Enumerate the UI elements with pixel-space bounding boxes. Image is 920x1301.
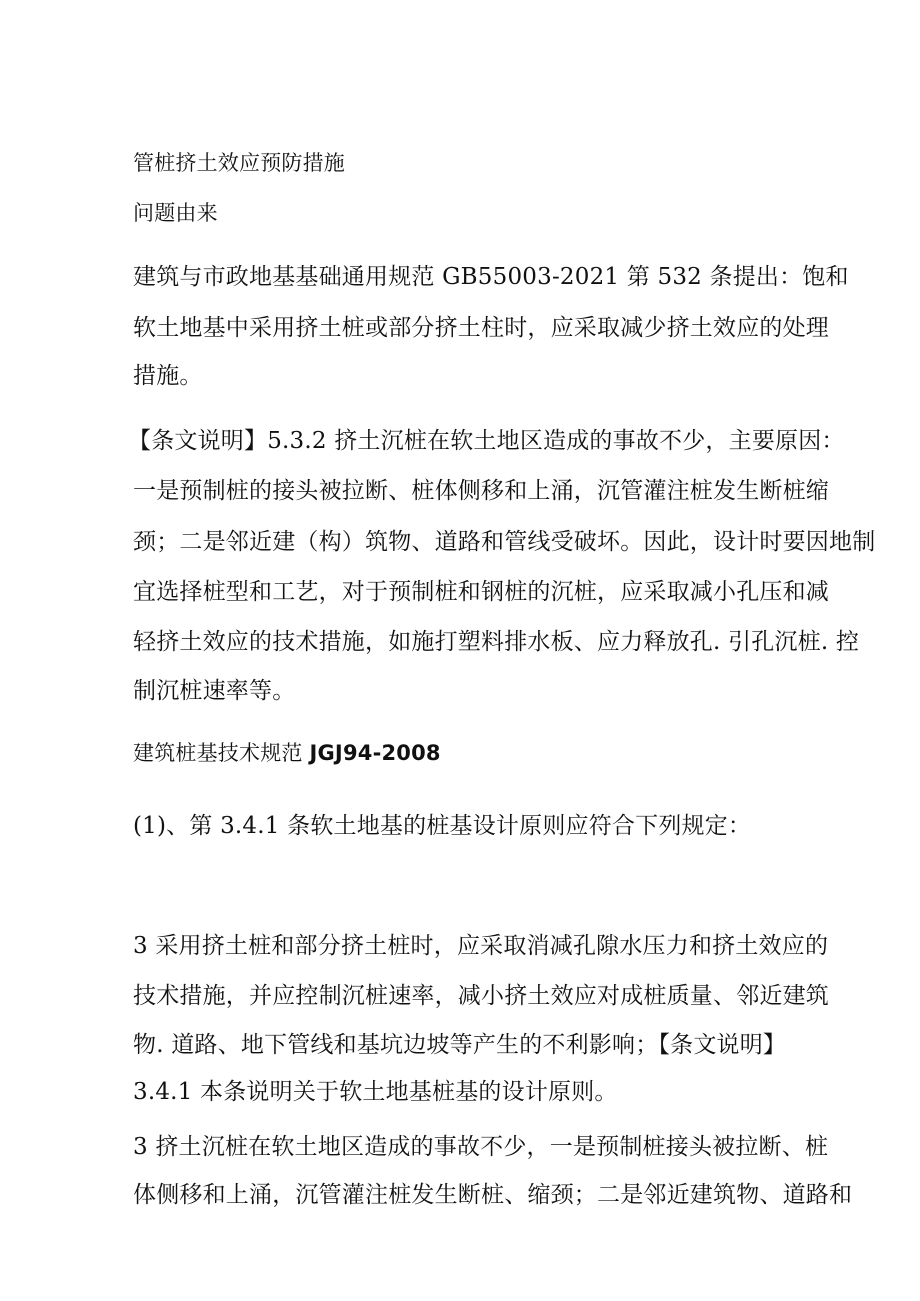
paragraph-line: 宜选择桩型和工艺，对于预制桩和钢桩的沉桩，应采取减小孔压和减 xyxy=(133,579,829,605)
standard-heading xyxy=(133,738,441,768)
paragraph-line: 制沉桩速率等。 xyxy=(133,678,296,704)
section-heading: 问题由来 xyxy=(133,201,218,225)
paragraph-line: 一是预制桩的接头被拉断、桩体侧移和上涌，沉管灌注桩发生断桩缩 xyxy=(133,478,829,504)
standard-prefix: 建筑桩基技术规范 xyxy=(133,741,310,765)
clause-heading: (1)、第 3.4.1 条软土地基的桩基设计原则应符合下列规定： xyxy=(133,813,752,839)
paragraph-line: 颈；二是邻近建（构）筑物、道路和管线受破坏。因此，设计时要因地制 xyxy=(133,529,876,555)
paragraph-line: 【条文说明】5.3.2 挤土沉桩在软土地区造成的事故不少，主要原因： xyxy=(128,428,845,454)
paragraph-line: 措施。 xyxy=(133,363,203,389)
paragraph-line: 体侧移和上涌，沉管灌注桩发生断桩、缩颈；二是邻近建筑物、道路和 xyxy=(133,1182,853,1208)
paragraph-line: 技术措施，并应控制沉桩速率，减小挤土效应对成桩质量、邻近建筑 xyxy=(133,983,829,1009)
paragraph-line: 3.4.1 本条说明关于软土地基桩基的设计原则。 xyxy=(133,1079,618,1105)
paragraph-line: 软土地基中采用挤土桩或部分挤土柱时，应采取减少挤土效应的处理 xyxy=(133,315,829,341)
standard-code: JGJ94-2008 xyxy=(309,741,441,765)
paragraph-line: 3 采用挤土桩和部分挤土桩时，应采取消减孔隙水压力和挤土效应的 xyxy=(133,933,829,959)
document-title: 管桩挤土效应预防措施 xyxy=(133,151,345,175)
paragraph-line: 3 挤土沉桩在软土地区造成的事故不少，一是预制桩接头被拉断、桩 xyxy=(133,1134,829,1160)
paragraph-line: 建筑与市政地基基础通用规范 GB55003-2021 第 532 条提出：饱和 xyxy=(133,264,849,290)
paragraph-line: 轻挤土效应的技术措施，如施打塑料排水板、应力释放孔. 引孔沉桩. 控 xyxy=(133,629,860,655)
paragraph-line: 物. 道路、地下管线和基坑边坡等产生的不利影响；【条文说明】 xyxy=(133,1032,787,1058)
